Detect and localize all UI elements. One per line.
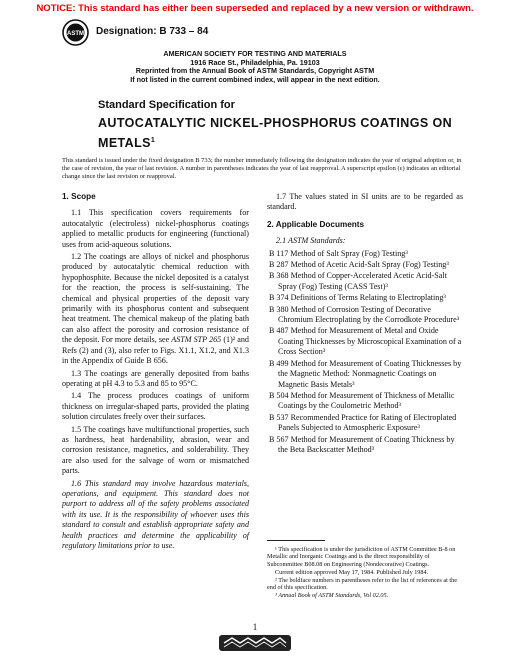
ref-item: B 504 Method for Measurement of Thickness of Metallic Coatings by the Coulometric Method³ [269, 390, 455, 411]
footnote-1: ¹ This specification is under the jurisdiction of ASTM Committee B-8 on Metallic and Inorganic Coatings and is the direct responsibility of Subcommittee B08.08 on Engineering (Nondecorative) Coatings. [267, 546, 456, 568]
title-footnote-ref: 1 [150, 137, 156, 144]
applicable-documents-heading: 2. Applicable Documents [267, 219, 365, 229]
scope-1-7: 1.7 The values stated in SI units are to be regarded as standard. [267, 192, 463, 212]
standard-spec-label: Standard Specification for [98, 99, 235, 111]
astm-standards-label: 2.1 ASTM Standards: [276, 236, 346, 246]
ref-item: B 499 Method for Measurement of Coating Thicknesses by the Magnetic Method: Nonmagnetic Coatings on Magnetic Basis Metals³ [269, 358, 462, 389]
title-line-1: AUTOCATALYTIC NICKEL-PHOSPHORUS COATINGS ON [98, 116, 453, 130]
copyright-stamp-icon [218, 633, 292, 653]
footnote-divider [267, 540, 325, 541]
publisher-index-note: If not listed in the current combined index, will appear in the next edition. [130, 74, 380, 84]
scope-1-1: 1.1 This specification covers requirements for autocatalytic (electroless) nickel-phosphorus coatings applied to metallic products for engineering (functional) uses from acid-aqueous solutions. [62, 208, 249, 249]
left-column [62, 192, 249, 553]
publisher-org: AMERICAN SOCIETY FOR TESTING AND MATERIALS [163, 49, 347, 58]
scope-1-2-end: (1)² and Refs (2) and (3), also refer to Figs. X1.1, X1.2, and X1.3 in the Appendix of Guide B 656. [62, 335, 249, 366]
document-title [98, 115, 452, 152]
scope-1-4: 1.4 The process produces coatings of uniform thickness on irregular-shaped parts, provided the plating solution circulates freely over their surfaces. [62, 391, 249, 422]
ref-item: B 374 Definitions of Terms Relating to Electroplating³ [269, 293, 446, 303]
footnotes [267, 546, 463, 600]
designation: Designation: B 733 – 84 [96, 26, 209, 37]
scope-heading: 1. Scope [62, 192, 96, 201]
scope-1-6: 1.6 This standard may involve hazardous materials, operations, and equipment. This standard does not purport to address all of the safety problems associated with its use. It is the responsibility of whoever uses this standard to consult and establish appropriate safety and health practices and determine the applicability of regulatory limitations prior to use. [62, 478, 249, 550]
footnote-3: ³ Annual Book of ASTM Standards, Vol 02.05. [275, 591, 389, 599]
scope-1-2-text: 1.2 The coatings are alloys of nickel and phosphorus produced by autocatalytic chemical reduction with hypophosphite. Because the nickel deposited is a catalyst for the reaction, the process is self-sustaining. The chemical and physical properties of the deposit vary primarily with its phosphorus content and subsequent heat treatment. The chemical makeup of the plating bath can also affect the porosity and corrosion resistance of the deposit. For more details, see [62, 252, 249, 345]
ref-item: B 537 Recommended Practice for Rating of Electroplated Panels Subjected to Atmospheric Exposure³ [269, 412, 457, 433]
logo-text: ASTM [67, 31, 84, 37]
ref-item: B 287 Method of Acetic Acid-Salt Spray (Fog) Testing³ [269, 260, 449, 270]
footnote-2: ² The boldface numbers in parentheses refer to the list of references at the end of this specification. [267, 576, 457, 592]
title-line-2 [98, 132, 452, 152]
footnote-1-approval: Current edition approved May 17, 1984. Published July 1984. [275, 568, 429, 576]
title-line-2-text: METALS [98, 136, 151, 151]
intro-note: This standard is issued under the fixed designation B 733; the number immediately following the designation indicates the year of original adoption or, in the case of revision, the year of last revision. A number in parentheses indicates the year of last reapproval. A superscript epsilon (ε) indicates an editorial change since the last revision or reapproval. [62, 157, 462, 180]
ref-item: B 487 Method for Measurement of Metal and Oxide Coating Thicknesses by Microscopical Examination of a Cross Section³ [269, 326, 462, 357]
publisher-reprint: Reprinted from the Annual Book of ASTM Standards, Copyright ASTM [135, 66, 375, 76]
page-number: 1 [252, 622, 258, 632]
publisher-block [0, 50, 510, 84]
scope-1-2-stp: ASTM STP 265 [171, 335, 222, 345]
right-column [267, 192, 463, 456]
scope-1-5: 1.5 The coatings have multifunctional properties, such as hardness, heat hardenability, abrasion, wear and corrosion resistance, magnetics, and solderability. They are also used for the salvage of worn or mismatched parts. [62, 424, 249, 476]
ref-item: B 368 Method of Copper-Accelerated Acetic Acid-Salt Spray (Fog) Testing (CASS Test)³ [269, 271, 447, 291]
astm-logo-icon [62, 19, 89, 46]
ref-item: B 117 Method of Salt Spray (Fog) Testing³ [269, 248, 408, 258]
withdrawal-notice: NOTICE: This standard has either been superseded and replaced by a new version or withdrawn. [36, 3, 474, 14]
ref-item: B 567 Method for Measurement of Coating Thickness by the Beta Backscatter Method³ [269, 434, 455, 454]
publisher-address: 1916 Race St., Philadelphia, Pa. 19103 [190, 57, 320, 67]
scope-1-3: 1.3 The coatings are generally deposited from baths operating at pH 4.3 to 5.3 and 85 to 95°C. [62, 368, 249, 388]
scope-1-2 [62, 252, 249, 366]
ref-item: B 380 Method of Corrosion Testing of Decorative Chromium Electroplating by the Corrodkote Procedure³ [269, 304, 460, 325]
